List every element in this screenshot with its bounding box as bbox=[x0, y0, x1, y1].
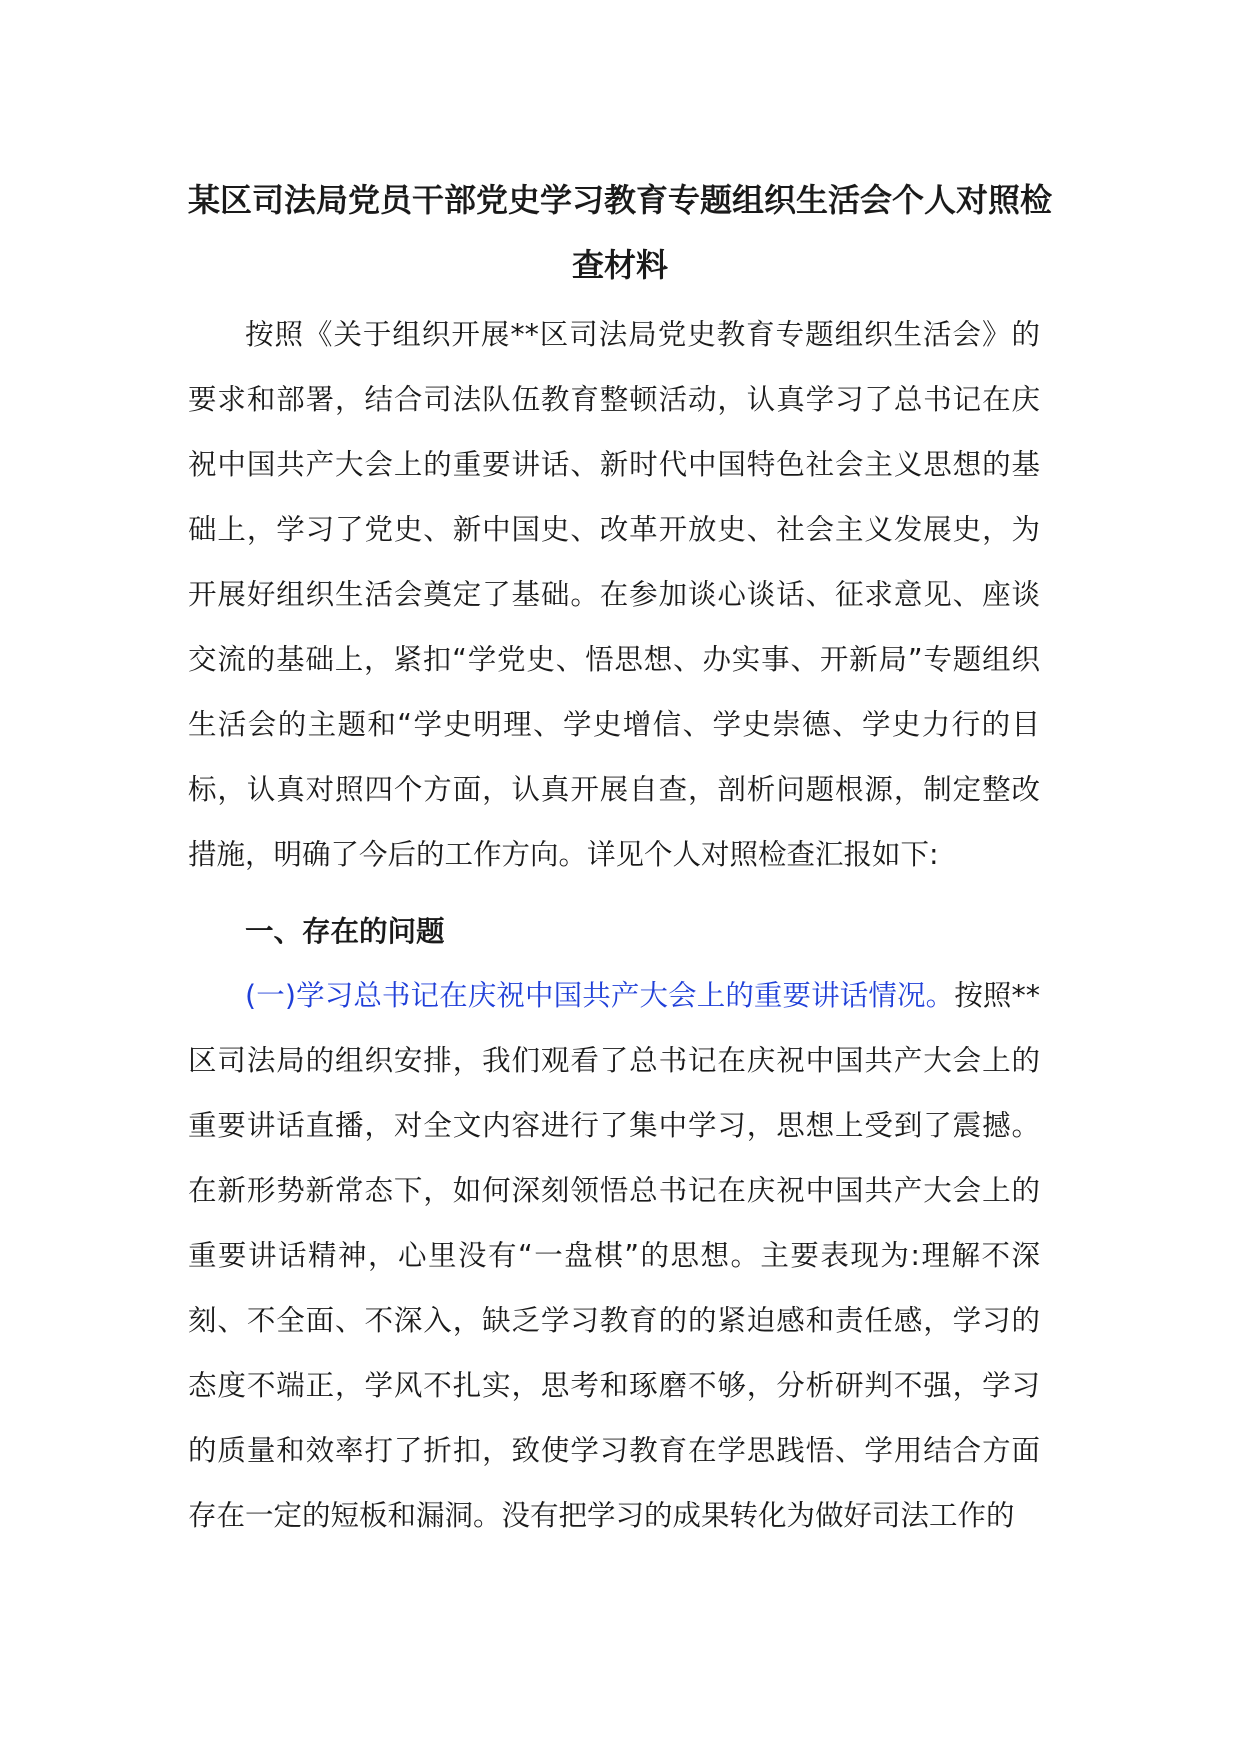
subsection-heading: (一)学习总书记在庆祝中国共产大会上的重要讲话情况。 bbox=[245, 979, 955, 1012]
subsection-body: 按照**区司法局的组织安排，我们观看了总书记在庆祝中国共产大会上的重要讲话直播，对全文内容进行了集中学习，思想上受到了震撼。在新形势新常态下，如何深刻领悟总书记在庆祝中国共产大会上的重要讲话精神，心里没有“一盘棋”的思想。主要表现为:理解不深刻、不全面、不深入，缺乏学习教育的的紧迫感和责任感，学习的态度不端正，学风不扎实，思考和琢磨不够，分析研判不强，学习的质量和效率打了折扣，致使学习教育在学思践悟、学用结合方面存在一定的短板和漏洞。没有把学习的成果转化为做好司法工作的 bbox=[188, 979, 1040, 1532]
document-title: 某区司法局党员干部党史学习教育专题组织生活会个人对照检查材料 bbox=[188, 181, 1053, 284]
section-heading-problems: 一、存在的问题 bbox=[245, 915, 445, 948]
subsection-paragraph bbox=[188, 963, 1040, 1548]
intro-paragraph: 按照《关于组织开展**区司法局党史教育专题组织生活会》的要求和部署，结合司法队伍教育整顿活动，认真学习了总书记在庆祝中国共产大会上的重要讲话、新时代中国特色社会主义思想的基础上，学习了党史、新中国史、改革开放史、社会主义发展史，为开展好组织生活会奠定了基础。在参加谈心谈话、征求意见、座谈交流的基础上，紧扣“学党史、悟思想、办实事、开新局”专题组织生活会的主题和“学史明理、学史增信、学史崇德、学史力行的目标，认真对照四个方面，认真开展自查，剖析问题根源，制定整改措施，明确了今后的工作方向。详见个人对照检查汇报如下: bbox=[188, 318, 1040, 871]
